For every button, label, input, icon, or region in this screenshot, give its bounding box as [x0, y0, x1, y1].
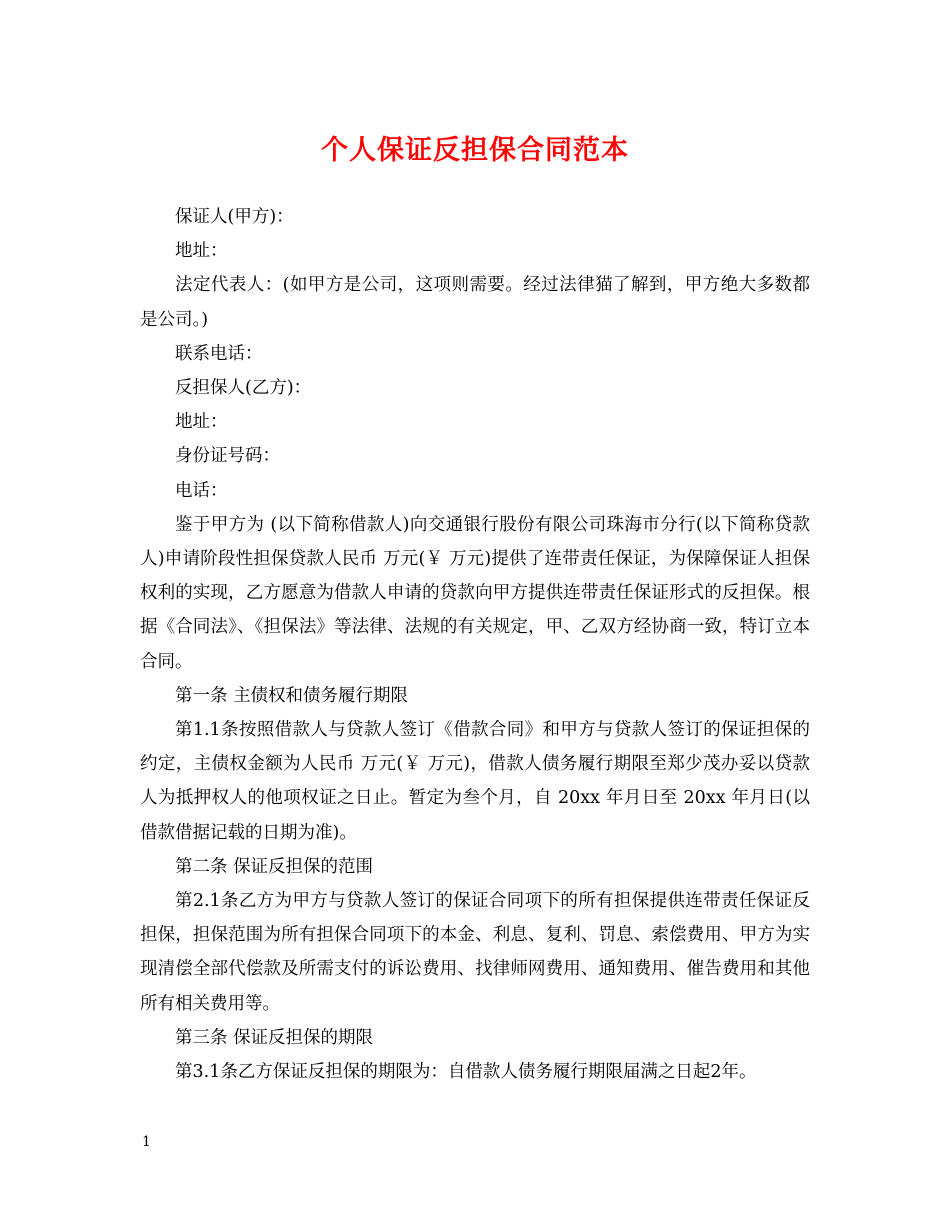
- document-body: [140, 200, 810, 1089]
- field-phone: 电话：: [175, 480, 228, 501]
- article-3-heading: 第三条 保证反担保的期限: [175, 1027, 374, 1048]
- clause-2-1: 第2.1条乙方为甲方与贷款人签订的保证合同项下的所有担保提供连带责任保证反担保，担保范围为所有担保合同项下的本金、利息、复利、罚息、索偿费用、甲方为实现清偿全部代偿款及所需支付的诉讼费用、找律师网费用、通知费用、催告费用和其他所有相关费用等。: [140, 891, 810, 1014]
- field-contact-phone: 联系电话：: [175, 343, 263, 364]
- page-number: 1: [142, 1134, 151, 1150]
- field-counter-guarantor: 反担保人(乙方)：: [175, 378, 312, 399]
- clause-1-1: 第1.1条按照借款人与贷款人签订《借款合同》和甲方与贷款人签订的保证担保的约定，主债权金额为人民币 万元(￥ 万元)，借款人债务履行期限至郑少茂办妥以贷款人为抵押权人的他项权证之日止。暂定为叁个月，自 20xx 年月日至 20xx 年月日(以借款借据记载的日期为准)。: [140, 720, 810, 843]
- field-guarantor-address: 地址：: [175, 241, 228, 262]
- field-counter-guarantor-address: 地址：: [175, 412, 228, 433]
- field-legal-representative: 法定代表人：(如甲方是公司，这项则需要。经过法律猫了解到，甲方绝大多数都是公司。): [140, 275, 810, 330]
- document-title: 个人保证反担保合同范本: [321, 135, 629, 166]
- field-id-number: 身份证号码：: [175, 446, 280, 467]
- article-1-heading: 第一条 主债权和债务履行期限: [175, 685, 409, 706]
- preamble-paragraph: 鉴于甲方为 (以下简称借款人)向交通银行股份有限公司珠海市分行(以下简称贷款人)申请阶段性担保贷款人民币 万元(￥ 万元)提供了连带责任保证，为保障保证人担保权利的实现，乙方愿意为借款人申请的贷款向甲方提供连带责任保证形式的反担保。根据《合同法》、《担保法》等法律、法规的有关规定，甲、乙双方经协商一致，特订立本合同。: [140, 514, 810, 672]
- article-2-heading: 第二条 保证反担保的范围: [175, 856, 374, 877]
- field-guarantor: 保证人(甲方)：: [175, 207, 294, 227]
- clause-3-1: 第3.1条乙方保证反担保的期限为：自借款人债务履行期限届满之日起2年。: [175, 1062, 757, 1083]
